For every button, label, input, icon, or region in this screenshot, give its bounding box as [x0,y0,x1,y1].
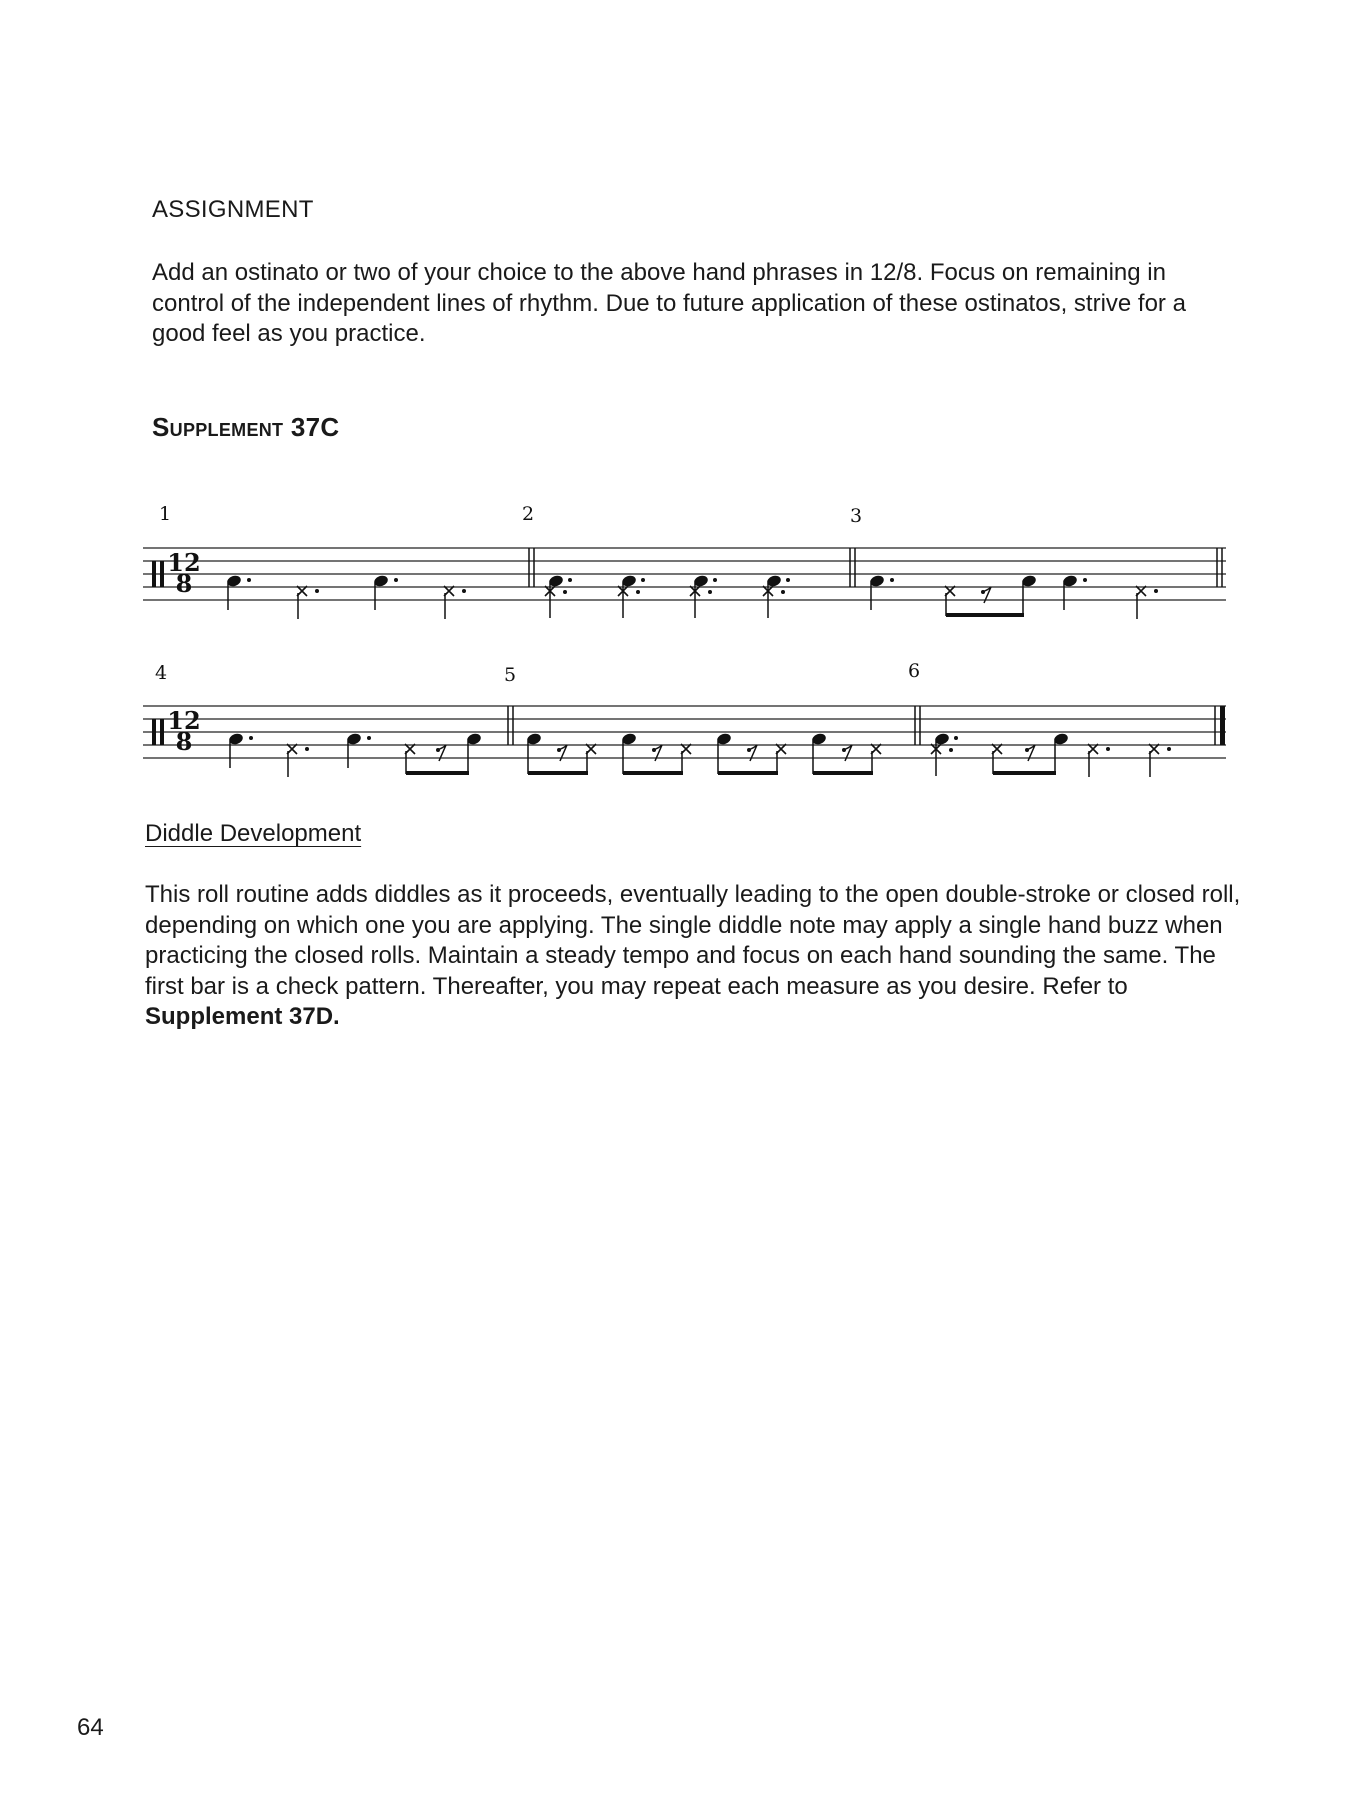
diddle-development-heading: Diddle Development [145,820,362,847]
measure-number-2: 2 [522,503,535,525]
drum-notation [0,0,1350,800]
measure-number-4: 4 [155,662,168,684]
measure-number-3: 3 [850,505,863,527]
note-head [373,575,398,610]
time-signature-bottom: 8 [175,569,193,598]
note-head [618,575,645,618]
beam-group [716,733,786,775]
time-signature-top: 12 [167,706,201,735]
barlines [508,706,1225,745]
assignment-heading: ASSIGNMENT [152,196,314,223]
measure-number-1: 1 [159,503,172,525]
measure-number-5: 5 [504,664,517,686]
note-head [931,733,958,776]
beam-group [526,733,596,775]
staff-system-1 [143,548,1226,619]
note-head [545,575,572,618]
note-head [1088,744,1110,777]
note-head [869,575,894,610]
note-head [1136,586,1158,619]
beam-group [945,575,1037,617]
beam-group [405,733,482,775]
note-head [1149,744,1171,777]
note-head [763,575,790,618]
time-signature-top: 12 [167,548,201,577]
note-head [444,586,466,619]
note-head [346,733,371,768]
supplement-title: Supplement 37C [152,412,340,442]
note-head [228,733,253,768]
page-number: 64 [77,1714,104,1741]
assignment-text: Add an ostinato or two of your choice to the above hand phrases in 12/8. Focus on remaining in control of the independent lines of rhythm. Due to future application of these ostinatos, strive for a good feel as you practice. [152,259,1186,347]
note-head [690,575,717,618]
supplement-reference: Supplement 37D. [145,1003,340,1030]
note-head [1062,575,1087,610]
note-head [297,586,319,619]
diddle-development-text [145,880,1255,1033]
note-head [226,575,251,610]
beam-group [811,733,881,775]
diddle-text-main: This roll routine adds diddles as it proceeds, eventually leading to the open double-stroke or closed roll, depending on which one you are applying. The single diddle note may apply a single hand buzz when practicing the closed rolls. Maintain a steady tempo and focus on each hand sounding the same. The first bar is a check pattern. Thereafter, you may repeat each measure as you desire. Refer to [145,881,1241,1000]
time-signature-bottom: 8 [175,727,193,756]
beam-group [621,733,691,775]
measure-number-6: 6 [908,660,921,682]
staff-system-2 [143,706,1226,777]
beam-group [992,733,1069,775]
note-head [287,744,309,777]
